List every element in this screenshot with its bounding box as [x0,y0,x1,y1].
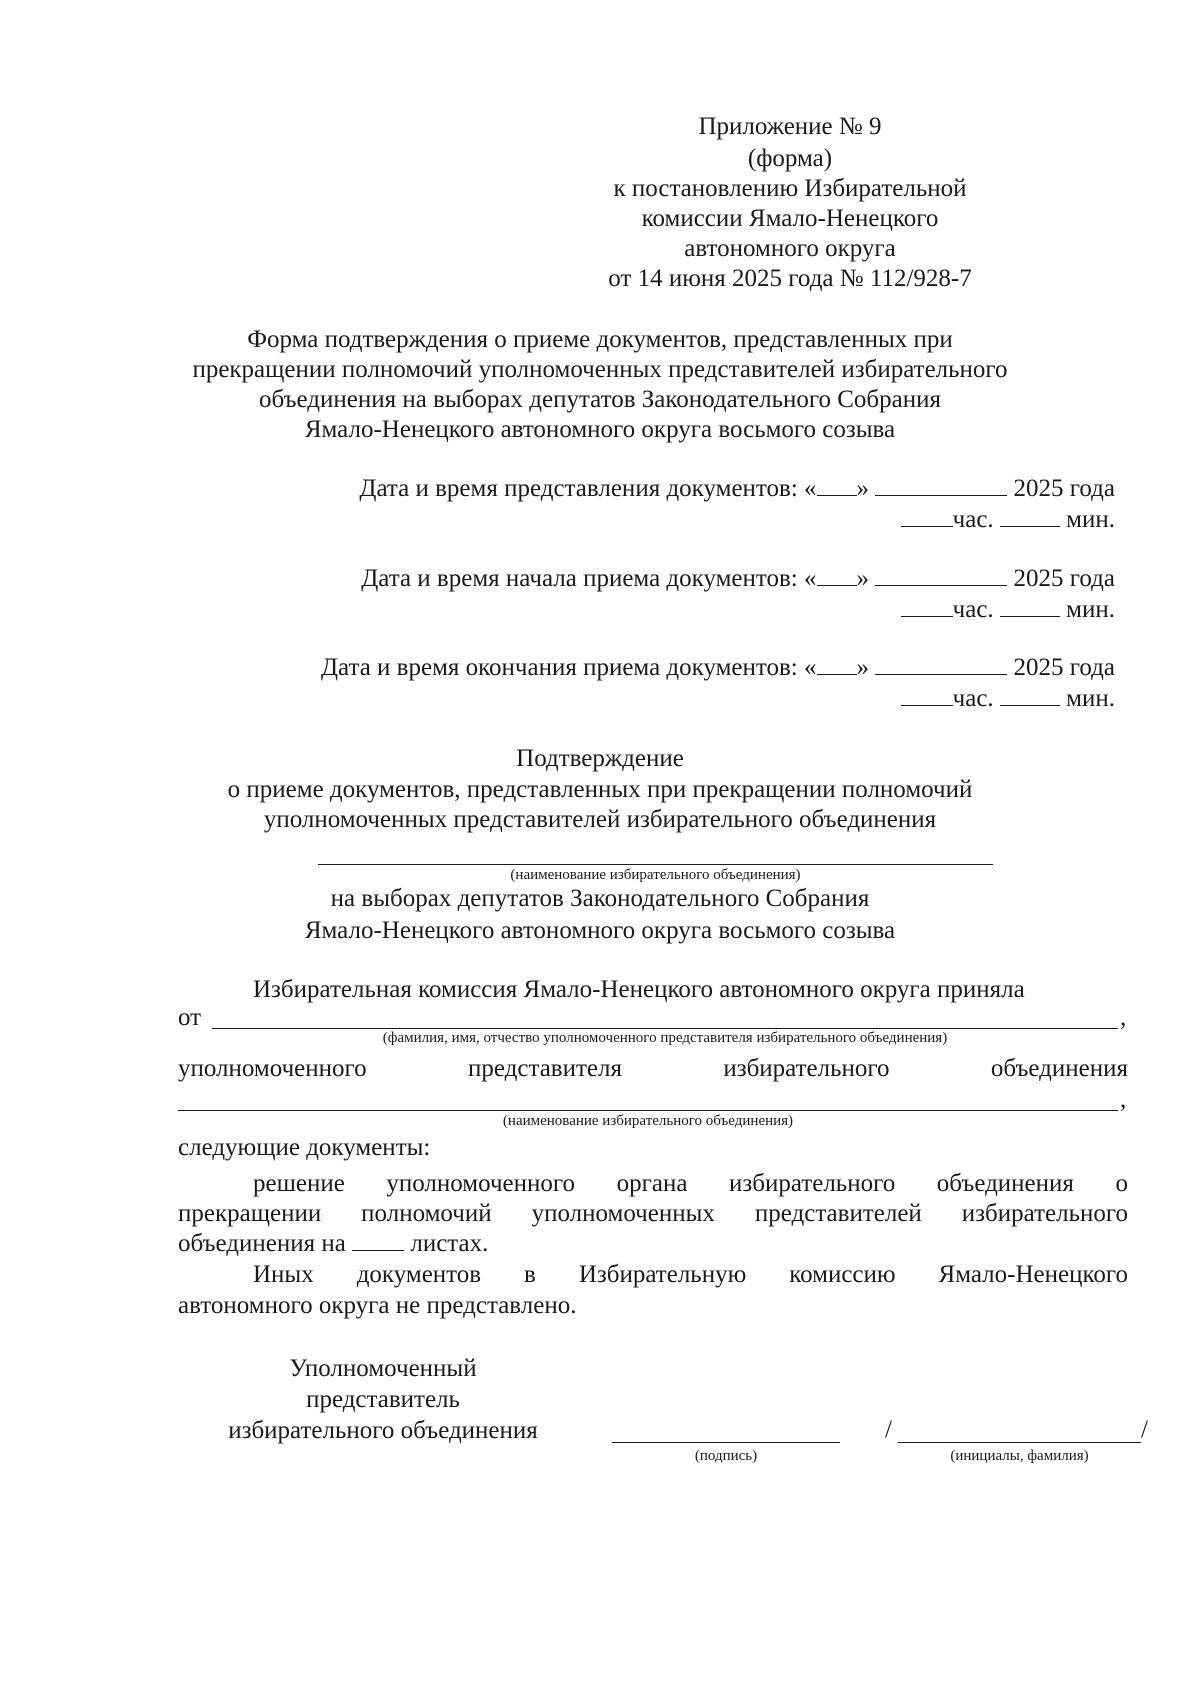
signer-title: Уполномоченный [289,1355,477,1382]
confirmation-line: о приеме документов, представленных при прекращении полномочий [227,776,973,803]
year-text: 2025 года [1013,654,1115,681]
signer-title: избирательного объединения [228,1417,538,1444]
hour-field [901,596,953,617]
month-field [875,654,1007,675]
form-title-line: Форма подтверждения о приеме документов, представленных при [247,326,953,353]
name-field [898,1442,1141,1443]
annex-line: комиссии Ямало-Ненецкого [641,205,939,232]
hour-label: час. [952,685,994,712]
minute-field [1000,506,1060,527]
date-label: Дата и время окончания приема документов: « [320,654,817,681]
form-title-line: объединения на выборах депутатов Законодательного Собрания [258,386,942,413]
comma: , [1120,1086,1127,1113]
annex-line: автономного округа [684,235,896,262]
close-quote: » [856,475,870,502]
minute-label: мин. [1066,685,1115,712]
annex-form-note: (форма) [747,145,833,172]
confirmation-line: на выборах депутатов Законодательного Собрания [330,885,870,912]
sheets-count-field [352,1230,404,1251]
confirmation-line: уполномоченных представителей избирательного объединения [263,806,937,833]
annex-number: Приложение № 9 [698,113,882,140]
signature-caption: (подпись) [694,1448,758,1464]
year-text: 2025 года [1013,475,1115,502]
month-field [875,475,1007,496]
association-name-field-2 [178,1110,1118,1111]
form-title-line: прекращении полномочий уполномоченных представителей избирательного [192,356,1008,383]
date-label: Дата и время начала приема документов: « [361,565,817,592]
close-quote: » [856,654,870,681]
comma: , [1120,1004,1127,1031]
day-field [817,565,857,586]
decision-line-end: объединения на листах. [178,1230,489,1257]
date-label: Дата и время представления документов: « [359,475,817,502]
form-title-line: Ямало-Ненецкого автономного округа восьмого созыва [304,416,896,443]
hour-field [901,506,953,527]
hour-label: час. [952,596,994,623]
from-label: от [178,1004,202,1031]
day-field [817,475,857,496]
annex-line: к постановлению Избирательной [613,175,967,202]
other-documents-line: автономного округа не представлено. [178,1292,577,1319]
association-caption: (наименование избирательного объединения) [510,867,801,883]
signature-field [612,1442,840,1443]
annex-date: от 14 июня 2025 года № 112/928-7 [608,265,972,292]
minute-label: мин. [1066,596,1115,623]
slash-left: / [885,1416,892,1443]
hour-label: час. [952,506,994,533]
year-text: 2025 года [1013,565,1115,592]
decision-line: решение уполномоченного органа избирательного объединения о [253,1170,1128,1197]
confirmation-line: Ямало-Ненецкого автономного округа восьмого созыва [304,917,896,944]
association-name-field [318,864,993,865]
minute-field [1000,685,1060,706]
minute-label: мин. [1066,506,1115,533]
slash-right: / [1141,1416,1148,1443]
day-field [817,654,857,675]
paragraph-commission: Избирательная комиссия Ямало-Ненецкого автономного округа приняла [253,976,1025,1003]
month-field [875,565,1007,586]
person-caption: (фамилия, имя, отчество уполномоченного представителя избирательного объединения) [382,1030,948,1046]
minute-field [1000,596,1060,617]
confirmation-title: Подтверждение [516,745,684,772]
hour-field [901,685,953,706]
close-quote: » [856,565,870,592]
representative-name-field [212,1028,1118,1029]
representative-words: уполномоченного представителя избирательного объединения [178,1055,1129,1082]
name-caption: (инициалы, фамилия) [950,1448,1089,1464]
decision-line: прекращении полномочий уполномоченных представителей избирательного [178,1200,1128,1227]
following-documents: следующие документы: [178,1134,431,1161]
association-caption-2: (наименование избирательного объединения) [502,1113,794,1129]
other-documents-line: Иных документов в Избирательную комиссию Ямало-Ненецкого [253,1261,1128,1288]
signer-title: представитель [306,1386,460,1413]
